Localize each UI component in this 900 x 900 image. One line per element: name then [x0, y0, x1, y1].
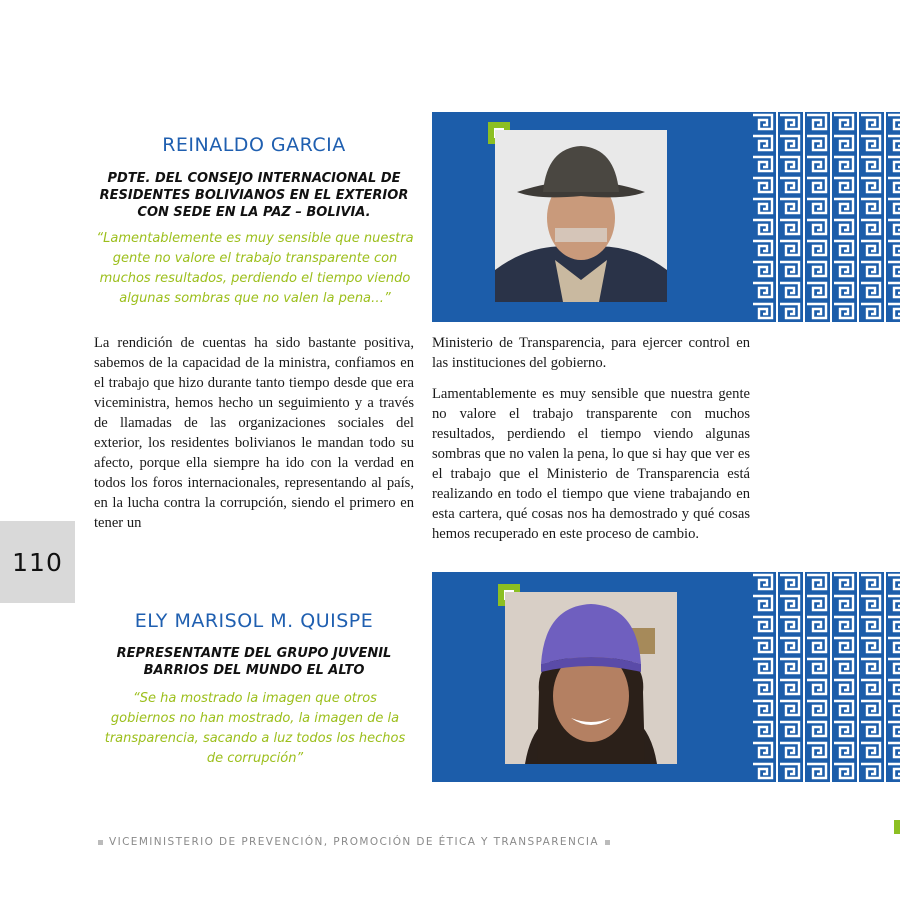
profile2-name: ELY MARISOL M. QUISPE	[134, 610, 374, 632]
profile2-role-line: BARRIOS DEL MUNDO EL ALTO	[143, 663, 365, 678]
profile1-quote-line: “Lamentablemente es muy sensible que nuestra	[96, 231, 414, 246]
profile2-quote	[90, 689, 420, 769]
photo-woman-beanie-icon	[505, 592, 677, 764]
profile1-quote-line: algunas sombras que no valen la pena…”	[119, 291, 391, 306]
article-paragraph: Ministerio de Transparencia, para ejercer control en las instituciones del gobierno.	[432, 335, 750, 371]
greek-key-pattern-icon	[750, 112, 900, 322]
page-number-tab	[0, 521, 75, 603]
article-paragraph: Lamentablemente es muy sensible que nuestra gente no valore el trabajo transparente con muchos resultados, perdiendo el tiempo viendo algunas sombras que no valen la pena, lo que si hay que ver es el trabajo que el Ministerio de Transparencia está realizando en todo el tiempo que viene trabajando en esta cartera, qué cosas nos ha demostrado y qué cosas hemos recuperado en este proceso de cambio.	[432, 386, 750, 542]
profile1-quote	[90, 229, 420, 309]
profile1-photo	[495, 130, 667, 302]
greek-key-pattern-icon	[750, 572, 900, 782]
page-number: 110	[12, 547, 63, 577]
footer-square-icon	[98, 840, 103, 845]
profile2-quote-line: gobiernos no han mostrado, la imagen de la	[110, 711, 400, 726]
profile2-quote-line: transparencia, sacando a luz todos los hechos	[104, 731, 406, 746]
footer-text: VICEMINISTERIO DE PREVENCIÓN, PROMOCIÓN DE ÉTICA Y TRANSPARENCIA	[109, 836, 600, 848]
profile2-role	[94, 645, 414, 679]
profile1-name: REINALDO GARCIA	[162, 134, 346, 156]
profile1-role-line: PDTE. DEL CONSEJO INTERNACIONAL DE	[107, 171, 401, 186]
edge-accent-mark	[894, 820, 900, 834]
profile2-quote-line: de corrupción”	[206, 751, 304, 766]
profile2-photo-banner	[432, 572, 900, 782]
profile1-role	[94, 170, 414, 221]
footer-square-icon	[605, 840, 610, 845]
article-paragraph: La rendición de cuentas ha sido bastante positiva, sabemos de la capacidad de la ministra, confiamos en el trabajo que hizo durante tanto tiempo desde que era viceministra, hemos hecho un seguimiento y a través de llamadas de las organizaciones sociales del exterior, los residentes bolivianos le mandan todo su afecto, porque ella siempre ha ido con la verdad en todos los foros internacionales, representando al país, en la lucha contra la corrupción, siendo el primero en tener un	[94, 335, 414, 531]
photo-man-hat-icon	[495, 130, 667, 302]
profile2-photo	[505, 592, 677, 764]
profile2-role-line: REPRESENTANTE DEL GRUPO JUVENIL	[116, 646, 392, 661]
profile1-quote-line: gente no valore el trabajo transparente con	[112, 251, 398, 266]
profile1-role-line: RESIDENTES BOLIVIANOS EN EL EXTERIOR	[99, 188, 409, 203]
profile1-photo-banner	[432, 112, 900, 322]
footer	[92, 836, 616, 848]
article-column-2	[432, 333, 750, 544]
profile1-role-line: CON SEDE EN LA PAZ – BOLIVIA.	[137, 205, 371, 220]
profile2-quote-line: “Se ha mostrado la imagen que otros	[133, 691, 377, 706]
profile1-quote-line: muchos resultados, perdiendo el tiempo viendo	[99, 271, 411, 286]
article-column-1	[94, 333, 414, 533]
